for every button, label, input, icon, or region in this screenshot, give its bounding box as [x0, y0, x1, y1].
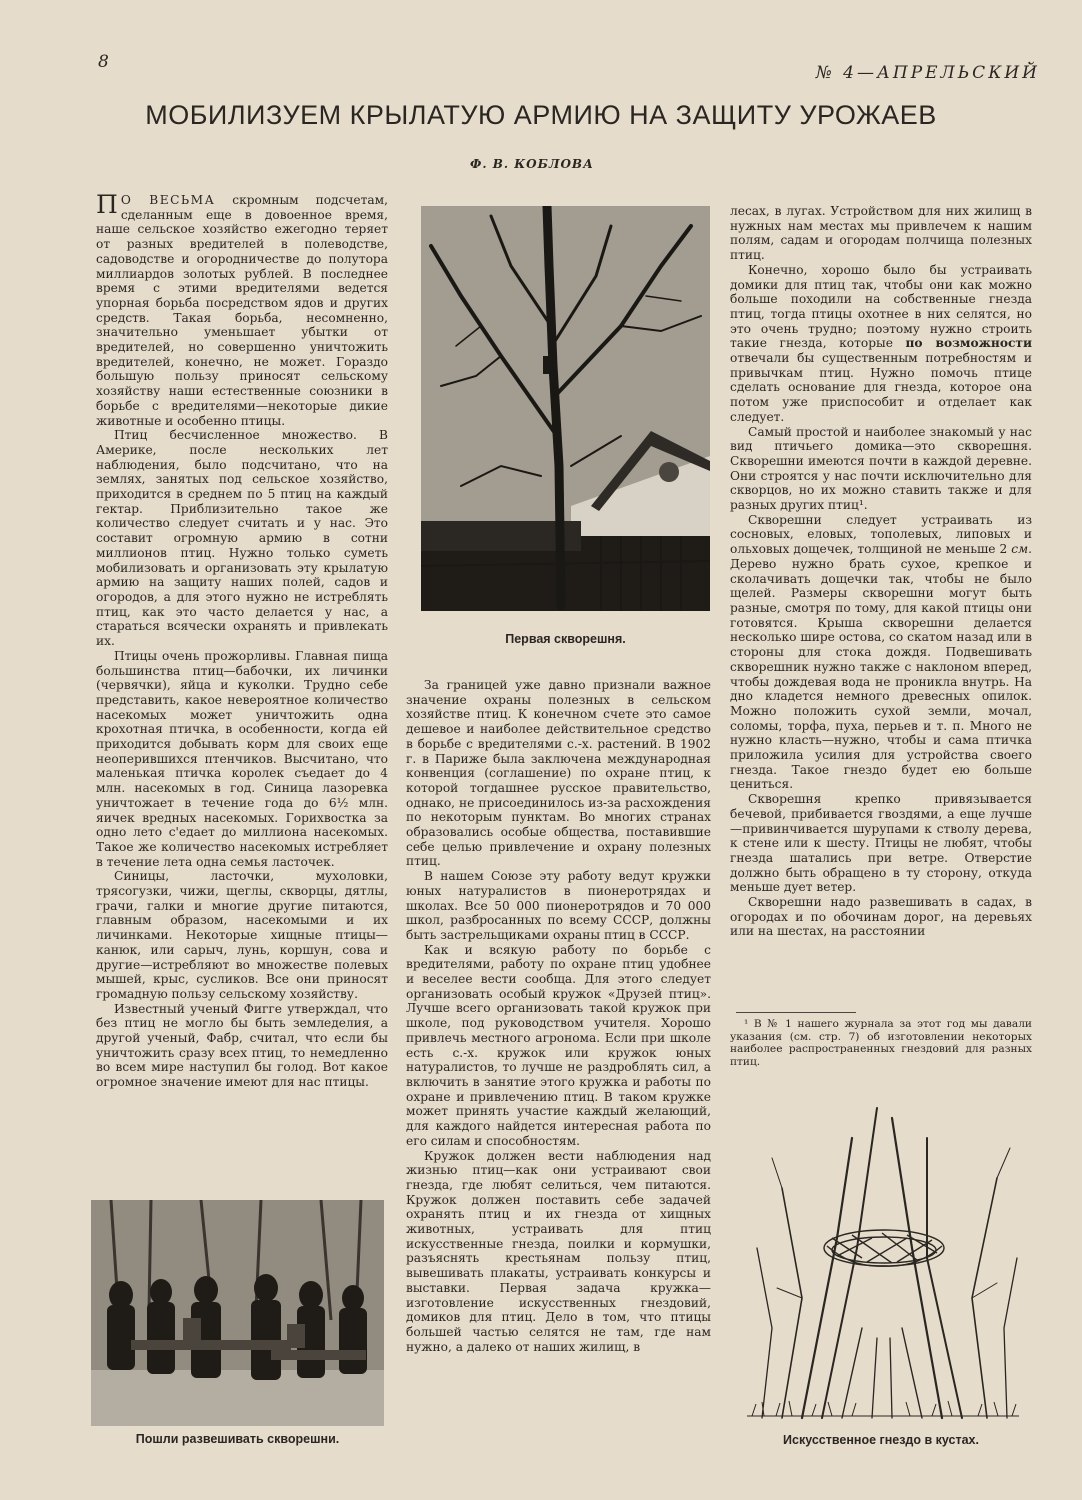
column-2 [406, 678, 711, 1354]
footnote: ¹ В № 1 нашего журнала за этот год мы давали указания (см. стр. 7) об изготовлении некоторых наиболее распространенных гнездовий для разных птиц. [730, 1018, 1032, 1069]
caption-pioneers: Пошли развешивать скворешни. [135, 1432, 340, 1446]
illustration-nest-in-bushes [742, 1098, 1024, 1422]
drop-cap: П [96, 190, 118, 219]
column-1 [96, 190, 389, 1090]
paragraph-1: П О ВЕСЬМА скромным подсчетам, сделанным еще в довоенное время, наше сельское хозяйство ежегодно теряет от разных вредителей в полеводстве, садоводстве и огородничестве до полутора миллиардов золотых рублей. В последнее время с этими вредителями ведется упорная борьба посредством ядов и других средств. Такая борьба, несомненно, значительно уменьшает убытки от вредителей, но совершенно уничтожить вредителей, конечно, не может. Гораздо большую пользу приносят сельскому хозяйству наши естественные союзники в борьбе с вредителями—некоторые дикие животные и особенно птицы. [96, 190, 389, 428]
issue-header: № 4—АПРЕЛЬСКИЙ [815, 63, 1040, 83]
paragraph-7: В нашем Союзе эту работу ведут кружки юных натуралистов в пионеротрядах и школах. Все 50 000 пионеротрядов и 70 000 школ, разбросанных по всему СССР, должны быть застрельщиками охраны птиц в СССР. [406, 869, 711, 942]
pioneers-photo-icon [91, 1200, 384, 1426]
photo-first-birdhouse [421, 206, 710, 611]
paragraph-6: За границей уже давно признали важное значение охраны полезных в сельском хозяйстве птиц. К конечном счете это самое дешевое и наиболее действительное средство в борьбе с вредителями с.-х. растений. В 1902 г. в Париже была заключена международная конвенция (соглашение) по охране птиц, к которой тогдашнее русское правительство, однако, не присоединилось из-за расхождения по некоторым пунктам. Во многих странах образовались особые общества, поставившие себе целью привлечение и охрану полезных птиц. [406, 678, 711, 869]
caption-nest-illustration: Искусственное гнездо в кустах. [783, 1433, 979, 1447]
page-number: 8 [98, 52, 109, 72]
article-title: МОБИЛИЗУЕМ КРЫЛАТУЮ АРМИЮ НА ЗАЩИТУ УРОЖАЕВ [145, 100, 937, 130]
caption-first-birdhouse: Первая скворешня. [505, 632, 626, 646]
column-3 [730, 204, 1032, 939]
paragraph-4: Синицы, ласточки, мухоловки, трясогузки, чижи, щеглы, скворцы, дятлы, грачи, галки и многие другие питаются, главным образом, насекомыми и их личинками. Некоторые хищные птицы—канюк, или сарыч, лунь, коршун, сова и другие—истребляют во множестве полевых мышей, крыс, сусликов. Все они приносят громадную пользу сельскому хозяйству. [96, 869, 388, 1001]
paragraph-3: Птицы очень прожорливы. Главная пища большинства птиц—бабочки, их личинки (червячки), яйца и куколки. Трудно себе представить, какое невероятное количество насекомых может уничтожить одна крохотная птичка, в особенности, когда ей приходится добывать корм для своих еще неоперившихся птенчиков. Высчитано, что маленькая птичка королек съедает до 4 млн. насекомых в год. Синица лазоревка уничтожает в течение года до 6½ млн. яичек вредных насекомых. Горихвостка за одно лето с'едает до миллиона насекомых. Такое же количество насекомых истребляет в течение лета одна семья ласточек. [96, 648, 388, 869]
footnote-divider [736, 1012, 856, 1013]
paragraph-15: Скворешни надо развешивать в садах, в огородах и по обочинам дорог, на деревьях или на шестах, на расстоянии [730, 895, 1032, 939]
photo-pioneers-birdhouses [91, 1200, 384, 1426]
paragraph-9: Кружок должен вести наблюдения над жизнью птиц—как они устраивают свои гнезда, где любят селиться, чем питаются. Кружок должен поставить себе задачей охранять птиц и их гнезда от хищных животных, устраивать для птиц искусственные гнезда, поилки и кормушки, разъяснять крестьянам пользу птиц, вывешивать плакаты, устраивать конкурсы и выставки. Первая задача кружка—изготовление искусственных гнездовий, домиков для птиц. Дело в том, что птицы большей частью селятся не там, где нам нужно, а далеко от наших жилищ, в [406, 1148, 711, 1354]
article-author: Ф. В. КОБЛОВА [470, 157, 594, 171]
paragraph-5: Известный ученый Фигге утверждал, что без птиц не могло бы быть земледелия, а другой ученый, Фабр, считал, что если бы уничтожить сразу всех птиц, то немедленно во всем мире наступил бы голод. Вот какое огромное значение имеют для нас птицы. [96, 1001, 388, 1090]
paragraph-10: лесах, в лугах. Устройством для них жилищ в нужных нам местах мы привлечем к нашим полям, садам и огородам полчища полезных птиц. [730, 204, 1032, 263]
paragraph-2: Птиц бесчисленное множество. В Америке, после нескольких лет наблюдения, было подсчитано, что на землях, занятых под сельское хозяйство, приходится в среднем по 5 птиц на каждый гектар. Приблизительно такое же количество следует считать и у нас. Это составит огромную армию в сотни миллионов птиц. Нужно только суметь мобилизовать и организовать эту крылатую армию на защиту наших полей, садов и огородов, а для этого нужно не истреблять птиц, как это часто делается у нас, а стараться всячески охранять и привлекать их. [96, 428, 388, 649]
nest-bushes-icon [742, 1098, 1024, 1422]
tree-house-photo-icon [421, 206, 710, 611]
paragraph-8: Как и всякую работу по борьбе с вредителями, работу по охране птиц удобнее и веселее вести сообща. Для этого следует организовать особый кружок «Друзей птиц». Лучше всего организовать такой кружок при школе, под руководством учителя. Хорошо привлечь местного агронома. Если при школе есть с.-х. кружок или кружок юных натуралистов, то лучше не раздроблять сил, а включить в занятие этого кружка и работы по охране и привлечению птиц. В таком кружке может принять участие каждый желающий, для каждого найдется интересная работа по его силам и способностям. [406, 942, 711, 1148]
paragraph-11: Конечно, хорошо было бы устраивать домики для птиц так, чтобы они как можно больше походили на собственные гнезда птиц, тогда птицы охотнее в них селятся, но это очень трудно; поэтому нужно строить такие гнезда, которые по возможности отвечали бы существенным потребностям и привычкам птиц. Нужно помочь птице сделать основание для гнезда, которое она потом уже приспособит и отделает как следует. [730, 262, 1032, 424]
paragraph-13: Скворешни следует устраивать из сосновых, еловых, тополевых, липовых и ольховых дощечек, толщиной не меньше 2 см. Дерево нужно брать сухое, крепкое и сколачивать дощечки так, чтобы не было щелей. Размеры скворешни могут быть разные, смотря по тому, для какой птицы они готовятся. Крыша скворешни делается несколько шире остова, со скатом назад или в стороны для стока дождя. Подвешивать скворешник нужно также с наклоном вперед, чтобы дождевая вода не проникла внутрь. На дно кладется немного древесных опилок. Можно положить сухой земли, мочал, соломы, торфа, пуха, перьев и т. п. Много не нужно класть—нужно, чтобы и сама птичка приложила усилия для устройства своего гнезда. Такое гнездо будет ею больше цениться. [730, 512, 1033, 792]
paragraph-14: Скворешня крепко привязывается бечевой, прибивается гвоздями, а еще лучше—привинчивается шурупами к стволу дерева, к стене или к шесту. Птицы не любят, чтобы гнезда шатались при ветре. Отверстие должно быть обращено в ту сторону, откуда меньше дует ветер. [730, 792, 1032, 895]
paragraph-12: Самый простой и наиболее знакомый у нас вид птичьего домика—это скворешня. Скворешни имеются почти в каждой деревне. Они строятся у нас почти исключительно для скворцов, но их можно ставить также и для разных других птиц¹. [730, 424, 1032, 513]
